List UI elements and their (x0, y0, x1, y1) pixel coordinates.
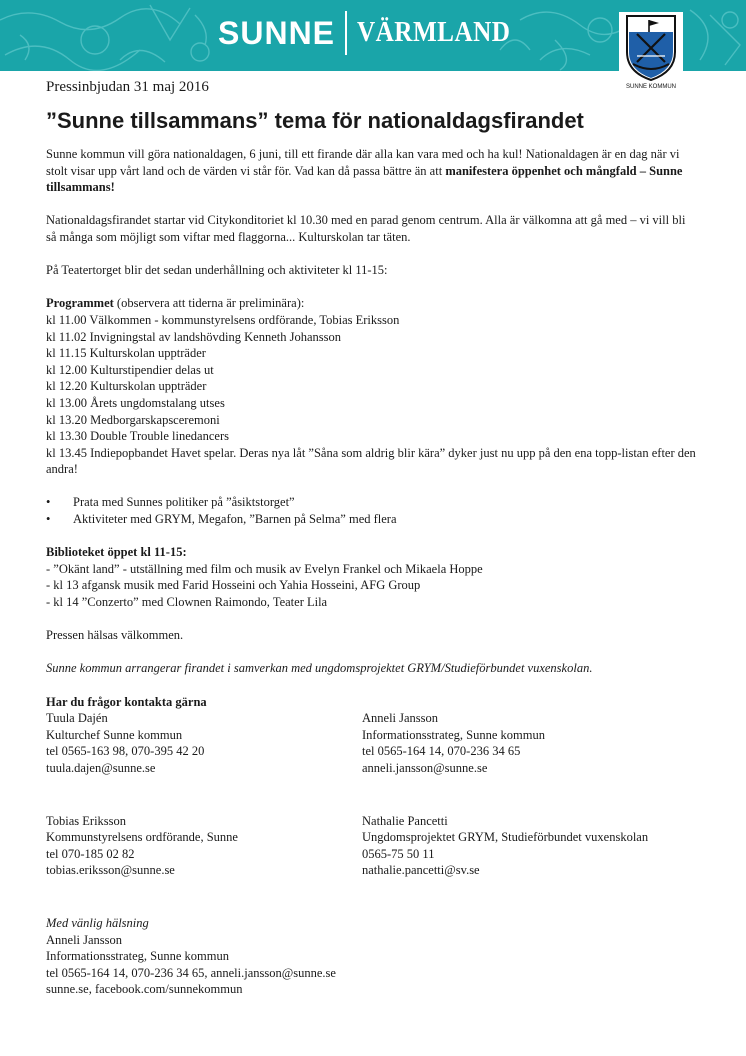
contacts-row (46, 813, 696, 879)
teatertorget-paragraph: På Teatertorget blir det sedan underhållning och aktiviteter kl 11-15: (46, 263, 388, 278)
program-item: kl 11.02 Invigningstal av landshövding Kenneth Johansson (46, 329, 341, 344)
library-heading-line (46, 544, 696, 561)
program-heading: Programmet (46, 296, 114, 311)
program-item: kl 13.20 Medborgarskapsceremoni (46, 412, 220, 427)
contact-role: Kulturchef Sunne kommun (46, 727, 183, 742)
program-item: kl 12.20 Kulturskolan uppträder (46, 379, 207, 394)
signoff-greeting-text: Med vänlig hälsning (46, 915, 149, 930)
contact-phone: tel 0565-163 98, 070-395 42 20 (46, 744, 205, 759)
contact-phone: tel 0565-164 14, 070-236 34 65 (362, 744, 521, 759)
contact-card (362, 813, 678, 879)
library-heading: Biblioteket öppet kl 11-15: (46, 545, 187, 560)
activity-list (46, 494, 696, 527)
parade-paragraph: Nationaldagsfirandet startar vid Citykonditoriet kl 10.30 med en parad genom centrum. Alla är välkomna att gå med – vi vill bli så många som möjligt som viftar med flaggorna... Kulturskolan tar täten. (46, 213, 686, 244)
contact-email[interactable]: nathalie.pancetti@sv.se (362, 863, 480, 878)
contact-name: Anneli Jansson (362, 711, 439, 726)
press-welcome: Pressen hälsas välkommen. (46, 628, 184, 643)
brand-sunne: SUNNE (218, 14, 336, 51)
release-date: Pressinbjudan 31 maj 2016 (46, 79, 209, 95)
brand-logo (218, 8, 527, 58)
signoff (46, 915, 696, 998)
contact-role: Informationsstrateg, Sunne kommun (362, 727, 545, 742)
contact-email[interactable]: anneli.jansson@sunne.se (362, 760, 488, 775)
contact-card (46, 813, 362, 879)
brand-varmland: VÄRMLAND (357, 17, 511, 48)
contact-heading: Har du frågor kontakta gärna (46, 694, 207, 709)
contact-name: Nathalie Pancetti (362, 813, 448, 828)
crest-caption: SUNNE KOMMUN (625, 84, 676, 90)
cooperation-note (46, 660, 696, 677)
library-item: - kl 14 ”Conzerto” med Clownen Raimondo, Teater Lila (46, 595, 328, 610)
contact-email[interactable]: tobias.eriksson@sunne.se (46, 863, 175, 878)
library-item: - ”Okänt land” - utställning med film och musik av Evelyn Frankel och Mikaela Hoppe (46, 561, 483, 576)
contact-role: Kommunstyrelsens ordförande, Sunne (46, 830, 238, 845)
intro-emphasis: manifestera öppenhet och mångfald – Sunne tillsammans! (46, 163, 683, 195)
signoff-greeting (46, 915, 696, 932)
contact-name: Tuula Dajén (46, 711, 108, 726)
crest-shield-icon (619, 12, 683, 84)
program-item: kl 13.00 Årets ungdomstalang utses (46, 395, 225, 410)
signoff-web[interactable]: sunne.se, facebook.com/sunnekommun (46, 982, 243, 997)
signoff-contact: tel 0565-164 14, 070-236 34 65, anneli.jansson@sunne.se (46, 965, 336, 980)
intro-paragraph (46, 146, 696, 196)
contact-phone: 0565-75 50 11 (362, 846, 435, 861)
program-item: kl 13.45 Indiepopbandet Havet spelar. Deras nya låt ”Såna som aldrig blir kära” dyker just nu upp på den ena topp-listan efter den andra! (46, 445, 696, 477)
page-title: ”Sunne tillsammans” tema för nationaldagsfirandet (46, 108, 584, 133)
program-section (46, 295, 696, 478)
program-item: kl 11.15 Kulturskolan uppträder (46, 346, 206, 361)
program-heading-line (46, 295, 696, 312)
program-item: kl 13.30 Double Trouble linedancers (46, 429, 229, 444)
brand-divider (345, 11, 347, 55)
contact-heading-line (46, 694, 696, 711)
contact-name: Tobias Eriksson (46, 813, 127, 828)
library-section (46, 544, 696, 610)
program-item: kl 11.00 Välkommen - kommunstyrelsens ordförande, Tobias Eriksson (46, 312, 400, 327)
intro-text: Sunne kommun vill göra nationaldagen, 6 juni, till ett firande där alla kan vara med och ha kul! Nationaldagen är en dag när vi stolt visar upp vårt land och de värden vi står för. Vad kan då passa bättre än att (46, 147, 680, 178)
contacts-row (46, 710, 696, 776)
library-item: - kl 13 afgansk musik med Farid Hosseini och Yahia Hosseini, AFG Group (46, 578, 421, 593)
list-item: • Prata med Sunnes politiker på ”åsiktstorget” (46, 494, 696, 511)
contact-phone: tel 070-185 02 82 (46, 846, 135, 861)
contact-role: Ungdomsprojektet GRYM, Studieförbundet vuxenskolan (362, 830, 649, 845)
contact-card (362, 710, 678, 776)
signoff-name: Anneli Jansson (46, 932, 123, 947)
signoff-role: Informationsstrateg, Sunne kommun (46, 949, 229, 964)
contact-email[interactable]: tuula.dajen@sunne.se (46, 760, 156, 775)
cooperation-text: Sunne kommun arrangerar firandet i samverkan med ungdomsprojektet GRYM/Studieförbundet vuxenskolan. (46, 661, 593, 676)
program-item: kl 12.00 Kulturstipendier delas ut (46, 362, 214, 377)
contact-card (46, 710, 362, 776)
program-note: (observera att tiderna är preliminära): (113, 296, 305, 311)
list-item: • Aktiviteter med GRYM, Megafon, ”Barnen på Selma” med flera (46, 511, 696, 528)
press-release (46, 78, 696, 998)
